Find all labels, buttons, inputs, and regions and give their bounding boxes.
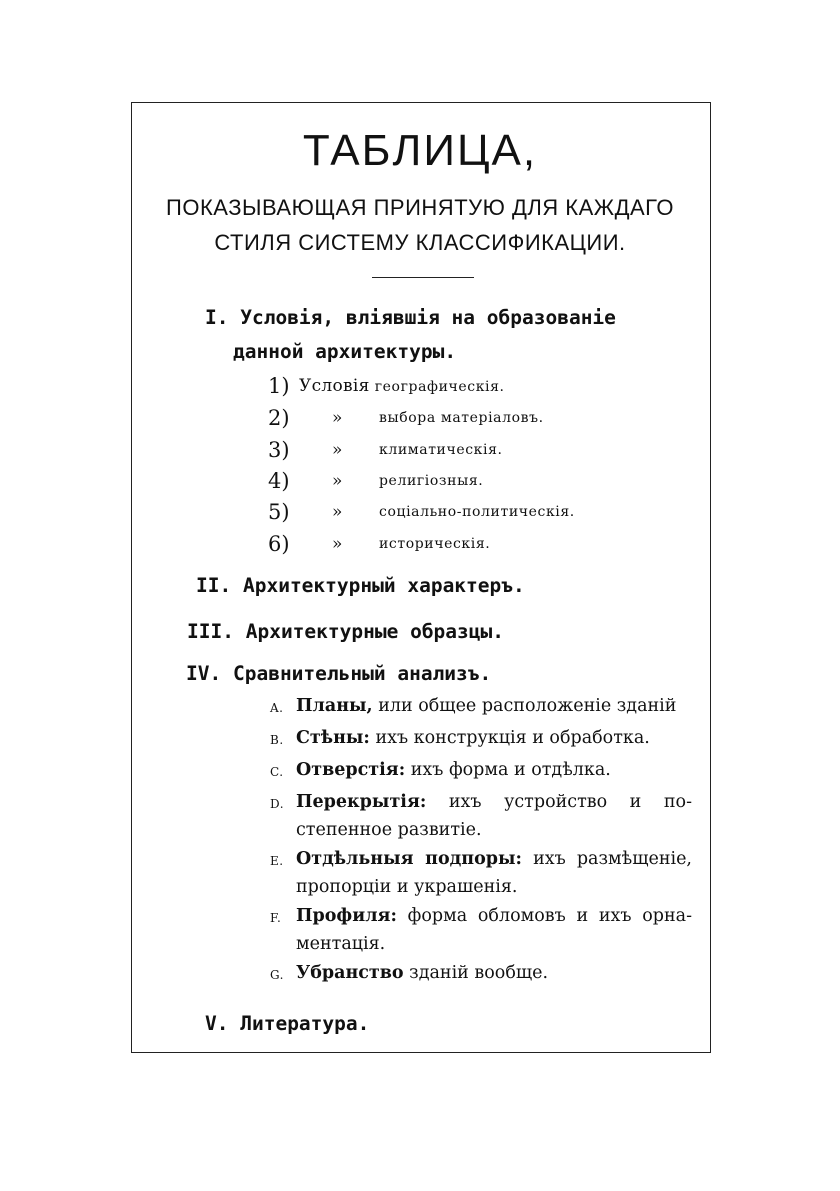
analysis-text: ихъ форма и отдѣлка. — [405, 760, 611, 780]
ditto-mark: » — [332, 408, 343, 428]
section-5-title: Литература. — [240, 1012, 370, 1035]
condition-number: 4) — [268, 469, 290, 493]
analysis-text: или общее расположеніе зданій — [372, 696, 677, 716]
section-4-heading — [186, 662, 491, 685]
subtitle-line-1: ПОКАЗЫВАЮЩАЯ ПРИНЯТУЮ ДЛЯ КАЖДАГО — [166, 195, 674, 220]
section-3-title: Архитектурные образцы. — [245, 620, 504, 643]
section-3-numeral: III. — [187, 620, 234, 643]
analysis-line-2: пропорціи и украшенія. — [296, 877, 518, 897]
analysis-text: ихъ размѣщеніе, — [522, 849, 692, 869]
section-1-heading — [205, 306, 616, 329]
condition-number: 2) — [268, 406, 290, 430]
analysis-body — [296, 959, 692, 987]
section-4-numeral: IV. — [186, 662, 222, 685]
section-5-heading — [205, 1012, 369, 1035]
analysis-text: ихъ конструкція и обработка. — [369, 728, 650, 748]
condition-rest: географическія. — [369, 379, 505, 395]
analysis-letter: F. — [270, 911, 282, 925]
ditto-mark: » — [332, 471, 343, 491]
section-5-numeral: V. — [205, 1012, 229, 1035]
condition-text: соціально-политическія. — [379, 504, 575, 520]
analysis-head: Отдѣльныя подпоры: — [296, 849, 523, 869]
analysis-body — [296, 788, 692, 844]
condition-text: религіозныя. — [379, 473, 484, 489]
analysis-head: Перекрытія: — [296, 792, 427, 812]
analysis-letter: E. — [270, 854, 284, 868]
analysis-letter: B. — [270, 733, 284, 747]
ditto-mark: » — [332, 440, 343, 460]
condition-text: климатическія. — [379, 442, 503, 458]
title-divider — [372, 277, 474, 278]
condition-first-word: Условія — [299, 376, 370, 396]
ditto-mark: » — [332, 534, 343, 554]
analysis-line-2: степенное развитіе. — [296, 820, 482, 840]
analysis-head: Стѣны: — [296, 728, 370, 748]
section-2-numeral: II. — [196, 574, 232, 597]
condition-text — [299, 376, 505, 396]
analysis-line-1 — [296, 902, 692, 930]
analysis-letter: G. — [270, 968, 284, 982]
condition-number: 1) — [268, 374, 290, 398]
subtitle-line-2: СТИЛЯ СИСТЕМУ КЛАССИФИКАЦИИ. — [214, 230, 626, 255]
analysis-body — [296, 845, 692, 901]
analysis-text: зданій вообще. — [403, 963, 549, 983]
analysis-letter: C. — [270, 765, 284, 779]
analysis-body — [296, 756, 692, 784]
section-1-numeral: I. — [205, 306, 229, 329]
condition-text: историческія. — [379, 536, 491, 552]
analysis-line-1 — [296, 788, 692, 816]
analysis-letter: D. — [270, 797, 285, 811]
analysis-body — [296, 902, 692, 958]
condition-text: выбора матеріаловъ. — [379, 410, 544, 426]
ditto-mark: » — [332, 502, 343, 522]
analysis-text: форма обломовъ и ихъ орна- — [396, 906, 692, 926]
analysis-letter: A. — [270, 701, 284, 715]
condition-number: 3) — [268, 438, 290, 462]
analysis-line-2: ментація. — [296, 934, 386, 954]
analysis-body — [296, 692, 692, 720]
section-2-heading — [196, 574, 525, 597]
section-1-title-line-1: Условія, вліявшія на образованіе — [240, 306, 616, 329]
analysis-body — [296, 724, 692, 752]
analysis-head: Отверстія: — [296, 760, 406, 780]
analysis-head: Планы, — [296, 696, 373, 716]
section-4-title: Сравнительный анализъ. — [232, 662, 492, 685]
analysis-head: Профиля: — [296, 906, 397, 926]
section-3-heading — [187, 620, 504, 643]
section-2-title: Архитектурный характеръ. — [242, 574, 525, 597]
analysis-text: ихъ устройство и по- — [426, 792, 692, 812]
analysis-line-1 — [296, 845, 692, 873]
section-1-title-line-2: данной архитектуры. — [233, 340, 457, 363]
condition-number: 6) — [268, 532, 290, 556]
condition-number: 5) — [268, 500, 290, 524]
page-title: ТАБЛИЦА, — [302, 126, 538, 175]
analysis-head: Убранство — [296, 963, 404, 983]
